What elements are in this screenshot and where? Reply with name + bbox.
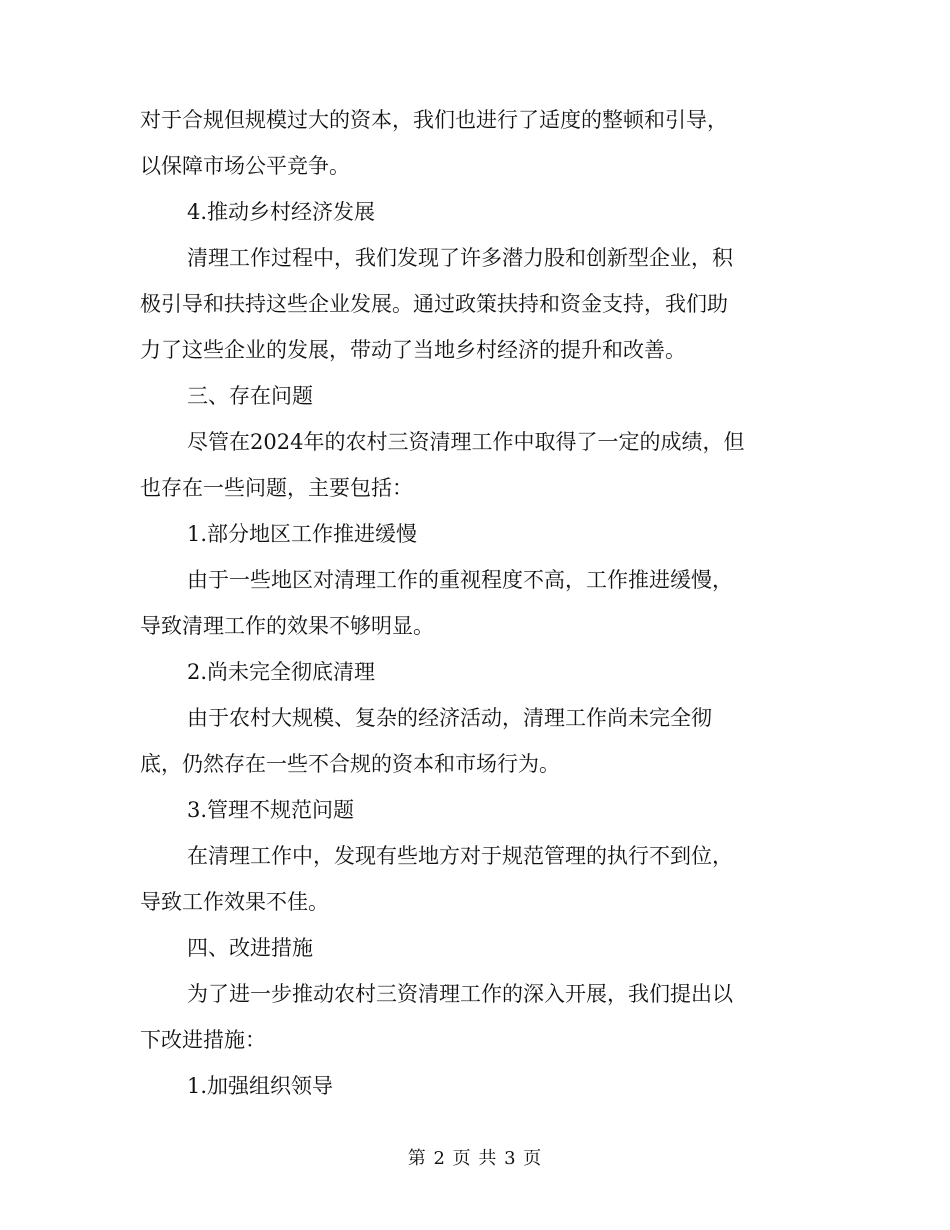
text-line: 下改进措施：	[140, 1028, 266, 1052]
text-line: 清理工作过程中，我们发现了许多潜力股和创新型企业，积	[187, 246, 733, 270]
text-line: 由于农村大规模、复杂的经济活动，清理工作尚未完全彻	[187, 706, 712, 730]
text-line: 也存在一些问题，主要包括：	[140, 476, 413, 500]
text-line: 底，仍然存在一些不合规的资本和市场行为。	[140, 752, 560, 776]
section-heading: 1.加强组织领导	[187, 1074, 334, 1098]
text-line: 尽管在2024年的农村三资清理工作中取得了一定的成绩，但	[187, 430, 745, 454]
text-line: 以保障市场公平竞争。	[140, 154, 350, 178]
text-line: 对于合规但规模过大的资本，我们也进行了适度的整顿和引导，	[140, 108, 728, 132]
text-line: 力了这些企业的发展，带动了当地乡村经济的提升和改善。	[140, 338, 686, 362]
document-body	[140, 97, 810, 1109]
section-heading: 4.推动乡村经济发展	[187, 200, 376, 224]
section-heading: 2.尚未完全彻底清理	[187, 660, 376, 684]
text-line: 导致清理工作的效果不够明显。	[140, 614, 434, 638]
text-line: 在清理工作中，发现有些地方对于规范管理的执行不到位，	[187, 844, 733, 868]
text-line: 由于一些地区对清理工作的重视程度不高，工作推进缓慢，	[187, 568, 733, 592]
text-line: 导致工作效果不佳。	[140, 890, 329, 914]
text-line: 为了进一步推动农村三资清理工作的深入开展，我们提出以	[187, 982, 733, 1006]
section-heading: 1.部分地区工作推进缓慢	[187, 522, 418, 546]
section-heading: 四、改进措施	[187, 936, 313, 960]
section-heading: 三、存在问题	[187, 384, 313, 408]
section-heading: 3.管理不规范问题	[187, 798, 355, 822]
text-line: 极引导和扶持这些企业发展。通过政策扶持和资金支持，我们助	[140, 292, 728, 316]
page-number-footer: 第 2 页 共 3 页	[407, 1148, 543, 1169]
